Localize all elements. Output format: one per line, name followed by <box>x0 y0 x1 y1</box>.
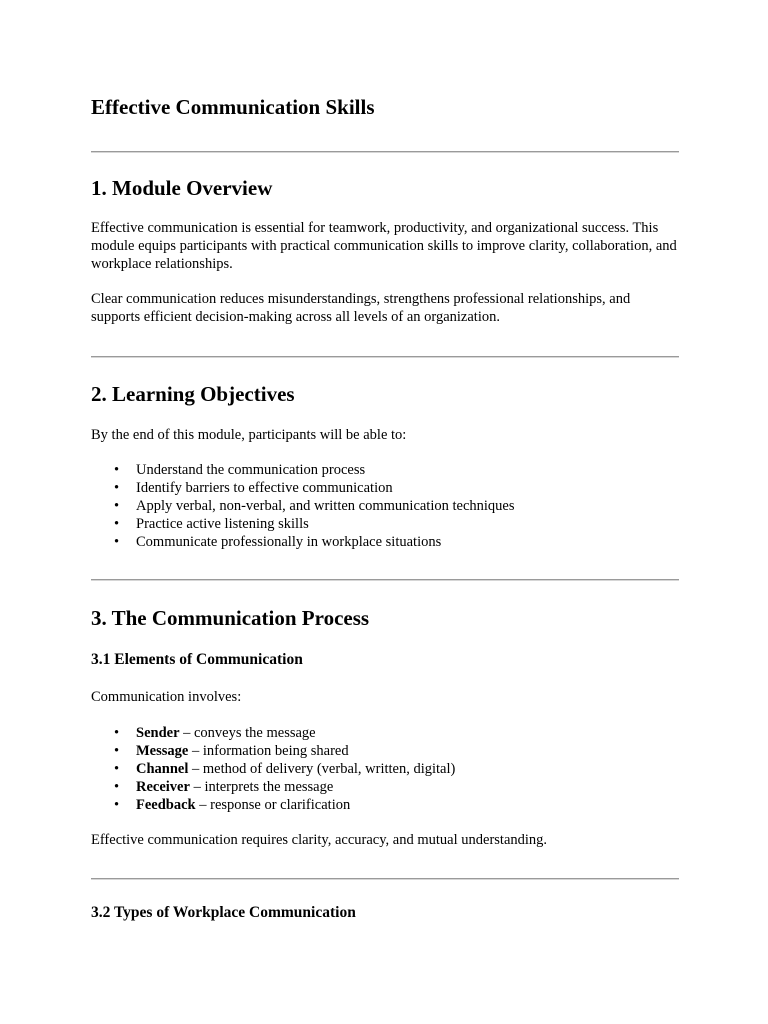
bullet-icon: • <box>114 761 120 777</box>
subsection-heading-types: 3.2 Types of Workplace Communication <box>91 904 356 921</box>
divider <box>91 579 679 581</box>
bullet-icon: • <box>114 498 120 514</box>
elements-list <box>91 724 455 814</box>
list-item: • Message – information being shared <box>114 743 349 759</box>
elements-intro: Communication involves: <box>91 689 242 705</box>
list-item: • Channel – method of delivery (verbal, written, digital) <box>114 761 456 777</box>
section-heading-learning-objectives: 2. Learning Objectives <box>91 382 295 406</box>
list-item: • Identify barriers to effective communication <box>114 480 393 496</box>
bullet-icon: • <box>114 743 120 759</box>
bullet-icon: • <box>114 534 120 550</box>
list-item: • Understand the communication process <box>114 462 366 478</box>
term: Sender <box>136 725 180 741</box>
term: Receiver <box>136 779 190 795</box>
learning-objectives-intro: By the end of this module, participants will be able to: <box>91 427 407 443</box>
bullet-icon: • <box>114 725 120 741</box>
term: Message <box>136 743 189 759</box>
elements-closing: Effective communication requires clarity, accuracy, and mutual understanding. <box>91 832 548 848</box>
divider <box>91 356 679 358</box>
subsection-heading-elements: 3.1 Elements of Communication <box>91 651 303 668</box>
bullet-icon: • <box>114 462 120 478</box>
list-item: • Apply verbal, non-verbal, and written communication techniques <box>114 498 515 514</box>
list-item: • Receiver – interprets the message <box>114 779 334 795</box>
list-item: • Communicate professionally in workplace situations <box>114 534 442 550</box>
module-overview-paragraph-2: Clear communication reduces misunderstandings, strengthens professional relationships, and supports efficient decision-making across all levels of an organization. <box>91 291 631 325</box>
list-item: • Feedback – response or clarification <box>114 797 351 813</box>
divider <box>91 151 679 153</box>
list-item: • Sender – conveys the message <box>114 725 316 741</box>
bullet-icon: • <box>114 480 120 496</box>
term: Channel <box>136 761 189 777</box>
bullet-icon: • <box>114 797 120 813</box>
bullet-icon: • <box>114 779 120 795</box>
divider <box>91 878 679 880</box>
section-heading-communication-process: 3. The Communication Process <box>91 606 370 630</box>
bullet-icon: • <box>114 516 120 532</box>
document-title: Effective Communication Skills <box>91 95 375 119</box>
learning-objectives-list <box>91 461 515 551</box>
module-overview-paragraph-1: Effective communication is essential for teamwork, productivity, and organizational success. This module equips participants with practical communication skills to improve clarity, collaboration, and workplace relationships. <box>91 220 677 272</box>
section-heading-module-overview: 1. Module Overview <box>91 176 273 200</box>
term: Feedback <box>136 797 196 813</box>
list-item: • Practice active listening skills <box>114 516 309 532</box>
